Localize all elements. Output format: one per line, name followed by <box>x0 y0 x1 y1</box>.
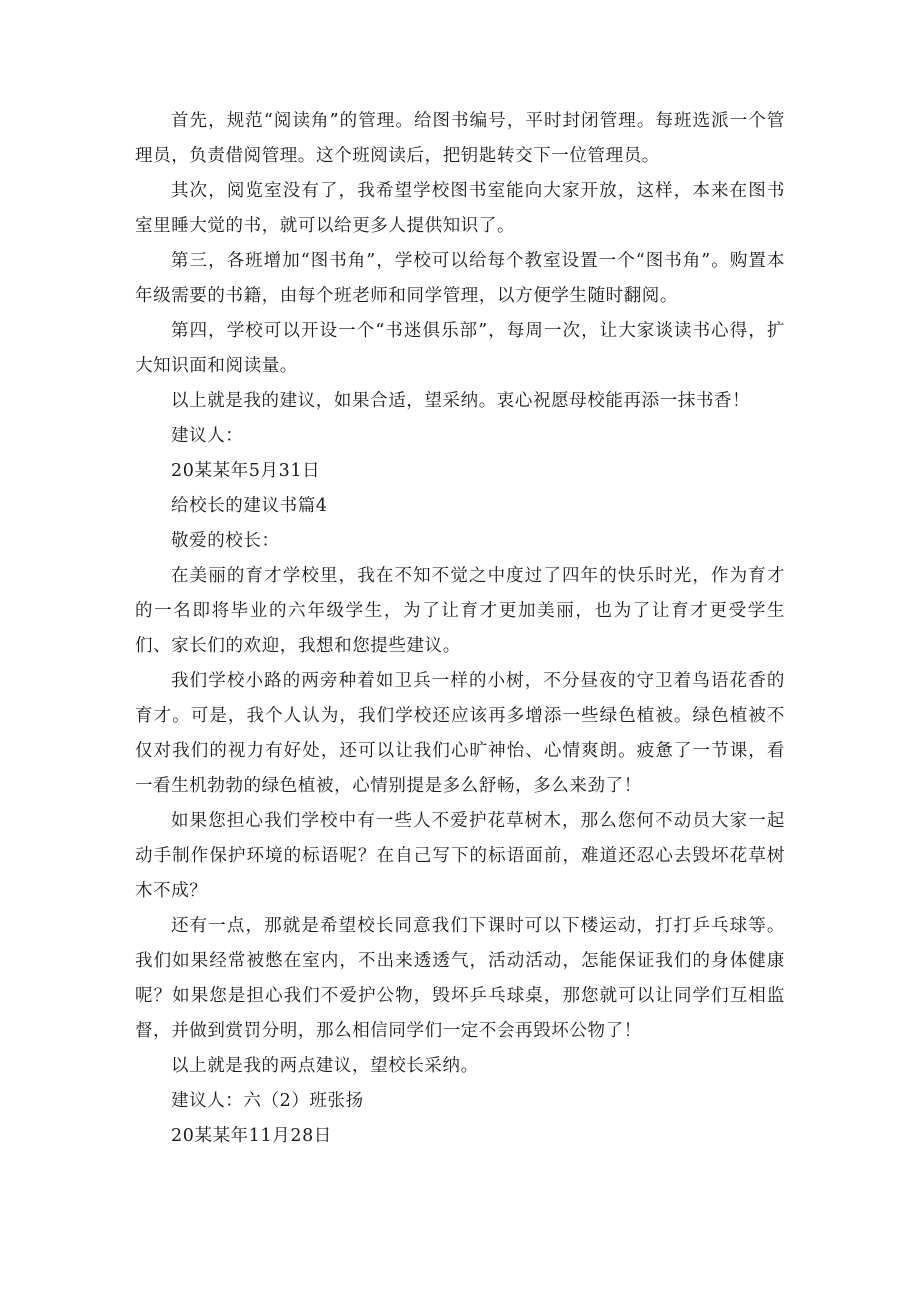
paragraph-10: 以上就是我的两点建议，望校长采纳。 <box>171 1056 479 1076</box>
date-line-2: 20某某年11月28日 <box>171 1126 332 1146</box>
signature-line: 建议人：六（2）班张扬 <box>171 1091 364 1111</box>
paragraph-4: 第四，学校可以开设一个“书迷俱乐部”，每周一次，让大家谈读书心得，扩大知识面和阅读量。 <box>135 321 785 376</box>
paragraph-8: 如果您担心我们学校中有一些人不爱护花草树木，那么您何不动员大家一起动手制作保护环境的标语呢？在自己写下的标语面前，难道还忍心去毁坏花草树木不成？ <box>135 811 785 901</box>
paragraph-3: 第三，各班增加“图书角”，学校可以给每个教室设置一个“图书角”。购置本年级需要的书籍，由每个班老师和同学管理，以方便学生随时翻阅。 <box>135 251 785 306</box>
paragraph-1: 首先，规范“阅读角”的管理。给图书编号，平时封闭管理。每班选派一个管理员，负责借阅管理。这个班阅读后，把钥匙转交下一位管理员。 <box>135 111 785 166</box>
paragraph-5: 以上就是我的建议，如果合适，望采纳。衷心祝愿母校能再添一抹书香！ <box>171 391 751 411</box>
paragraph-9: 还有一点，那就是希望校长同意我们下课时可以下楼运动，打打乒乓球等。我们如果经常被憋在室内，不出来透透气，活动活动，怎能保证我们的身体健康呢？如果您是担心我们不爱护公物，毁坏乒乓球桌，那您就可以让同学们互相监督，并做到赏罚分明，那么相信同学们一定不会再毁坏公物了！ <box>135 916 785 1041</box>
paragraph-6: 在美丽的育才学校里，我在不知不觉之中度过了四年的快乐时光，作为育才的一名即将毕业的六年级学生，为了让育才更加美丽，也为了让育才更受学生们、家长们的欢迎，我想和您提些建议。 <box>135 566 785 656</box>
salutation: 敬爱的校长： <box>171 531 280 551</box>
date-line: 20某某年5月31日 <box>171 461 321 481</box>
paragraph-7: 我们学校小路的两旁种着如卫兵一样的小树，不分昼夜的守卫着鸟语花香的育才。可是，我个人认为，我们学校还应该再多增添一些绿色植被。绿色植被不仅对我们的视力有好处，还可以让我们心旷神怡、心情爽朗。疲惫了一节课，看一看生机勃勃的绿色植被，心情别提是多么舒畅，多么来劲了！ <box>135 671 785 796</box>
section-title: 给校长的建议书篇4 <box>171 496 328 516</box>
paragraph-2: 其次，阅览室没有了，我希望学校图书室能向大家开放，这样，本来在图书室里睡大觉的书，就可以给更多人提供知识了。 <box>135 181 785 236</box>
signature-label: 建议人： <box>171 426 244 446</box>
document-body <box>135 104 785 1154</box>
